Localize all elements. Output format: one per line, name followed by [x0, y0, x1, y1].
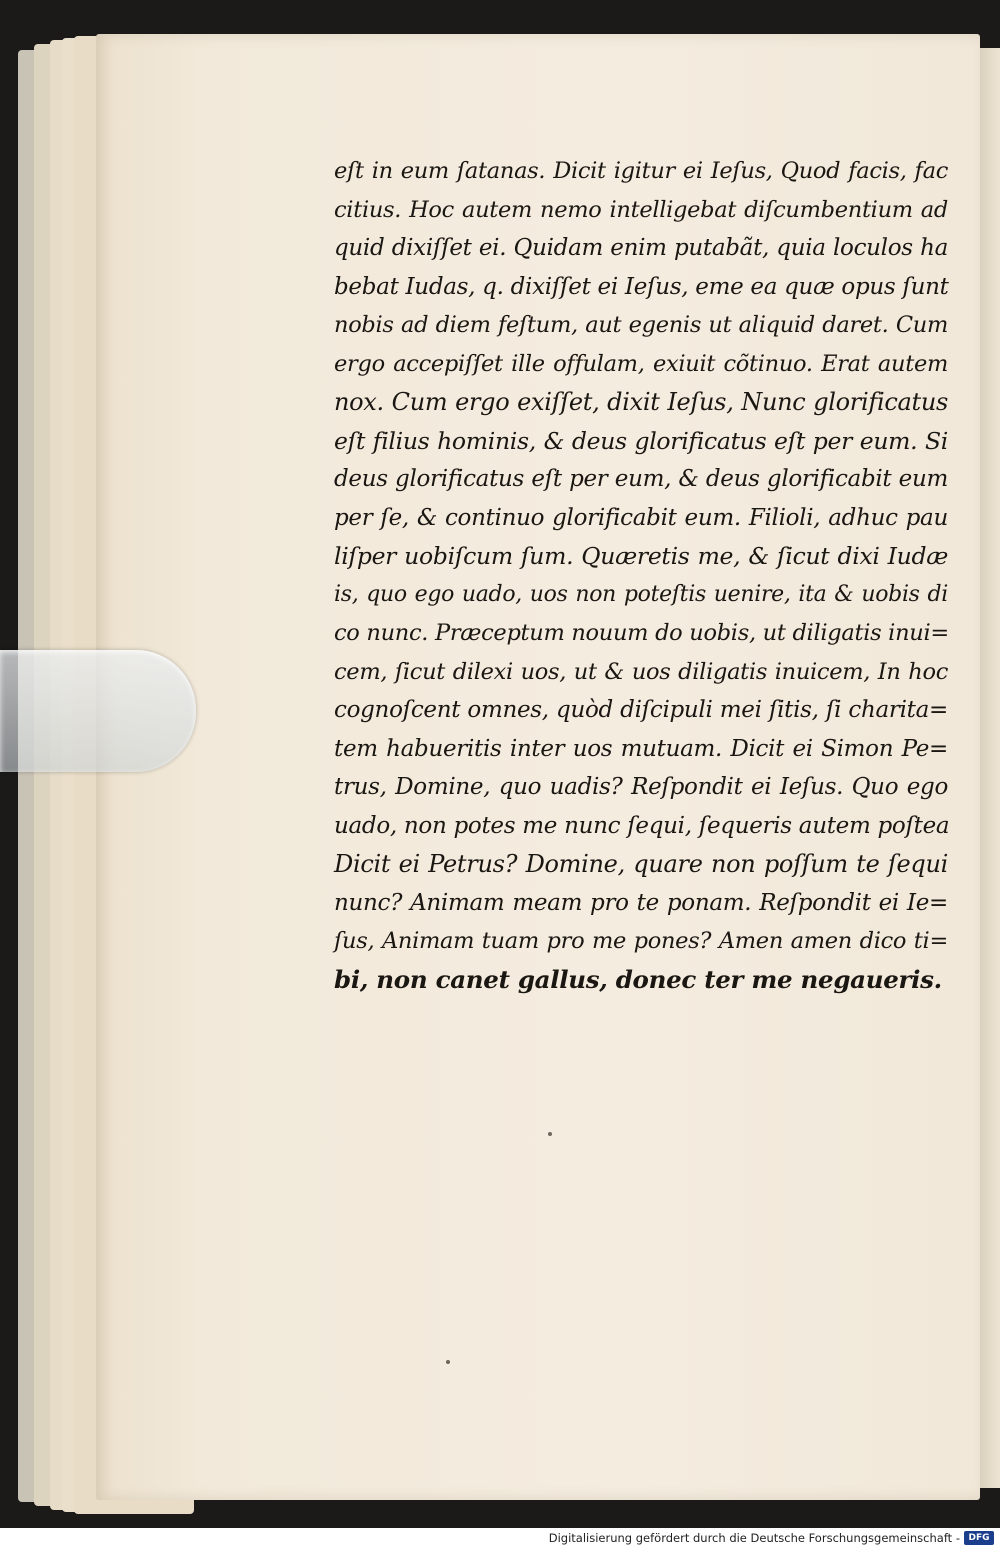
- text-line: ergo accepiſſet ille offulam, exiuit cõtinuo. Erat autem: [334, 350, 948, 377]
- text-line: citius. Hoc autem nemo intelligebat diſcumbentium ad: [334, 196, 948, 223]
- text-line: liſper uobiſcum ſum. Quæretis me, & ſicut dixi Iudæ: [334, 542, 948, 570]
- text-line: trus, Domine, quo uadis? Reſpondit ei Ieſus. Quo ego: [334, 774, 948, 800]
- text-line: Dicit ei Petrus? Domine, quare non poſſum te ſequi: [334, 850, 948, 878]
- text-line: eſt in eum ſatanas. Dicit igitur ei Ieſus, Quod facis, fac: [334, 158, 948, 184]
- text-line: quid dixiſſet ei. Quidam enim putabãt, quia loculos ha: [334, 235, 948, 261]
- glass-page-clip: [0, 650, 196, 772]
- text-line: uado, non potes me nunc ſequi, ſequeris autem poſtea: [334, 812, 950, 839]
- text-line: deus glorificatus eſt per eum, & deus glorificabit eum: [334, 466, 948, 492]
- text-line: nunc? Animam meam pro te ponam. Reſpondit ei Ie=: [334, 889, 948, 916]
- funding-note: Digitalisierung gefördert durch die Deutsche Forschungsgemeinschaft -: [548, 1531, 960, 1545]
- page-text-block: [334, 152, 948, 999]
- text-line: ſus, Animam tuam pro me pones? Amen amen dico ti=: [334, 928, 948, 954]
- text-line: cognoſcent omnes, quòd diſcipuli mei ſitis, ſi charita=: [334, 697, 948, 723]
- facing-page-edge: [978, 48, 1000, 1488]
- text-line: co nunc. Præceptum nouum do uobis, ut diligatis inui=: [334, 620, 949, 646]
- text-line: is, quo ego uado, uos non poteſtis uenire, ita & uobis di: [334, 581, 948, 607]
- ink-speck: [548, 1132, 552, 1136]
- digitization-footer: [0, 1528, 1000, 1548]
- text-line: tem habueritis inter uos mutuam. Dicit ei Simon Pe=: [334, 735, 948, 762]
- text-line: nox. Cum ergo exiſſet, dixit Ieſus, Nunc glorificatus: [334, 388, 948, 416]
- ink-speck: [446, 1360, 450, 1364]
- text-line: per ſe, & continuo glorificabit eum. Filioli, adhuc pau: [334, 504, 948, 531]
- text-line: bebat Iudas, q. dixiſſet ei Ieſus, eme ea quæ opus ſunt: [334, 273, 949, 300]
- text-line: cem, ſicut dilexi uos, ut & uos diligatis inuicem, In hoc: [334, 658, 948, 685]
- text-line: eſt filius hominis, & deus glorificatus eſt per eum. Si: [334, 426, 948, 455]
- text-line-last: bi, non canet gallus, donec ter me negaueris.: [334, 964, 942, 994]
- dfg-logo-icon: DFG: [964, 1531, 994, 1545]
- text-line: nobis ad diem feſtum, aut egenis ut aliquid daret. Cum: [334, 312, 948, 338]
